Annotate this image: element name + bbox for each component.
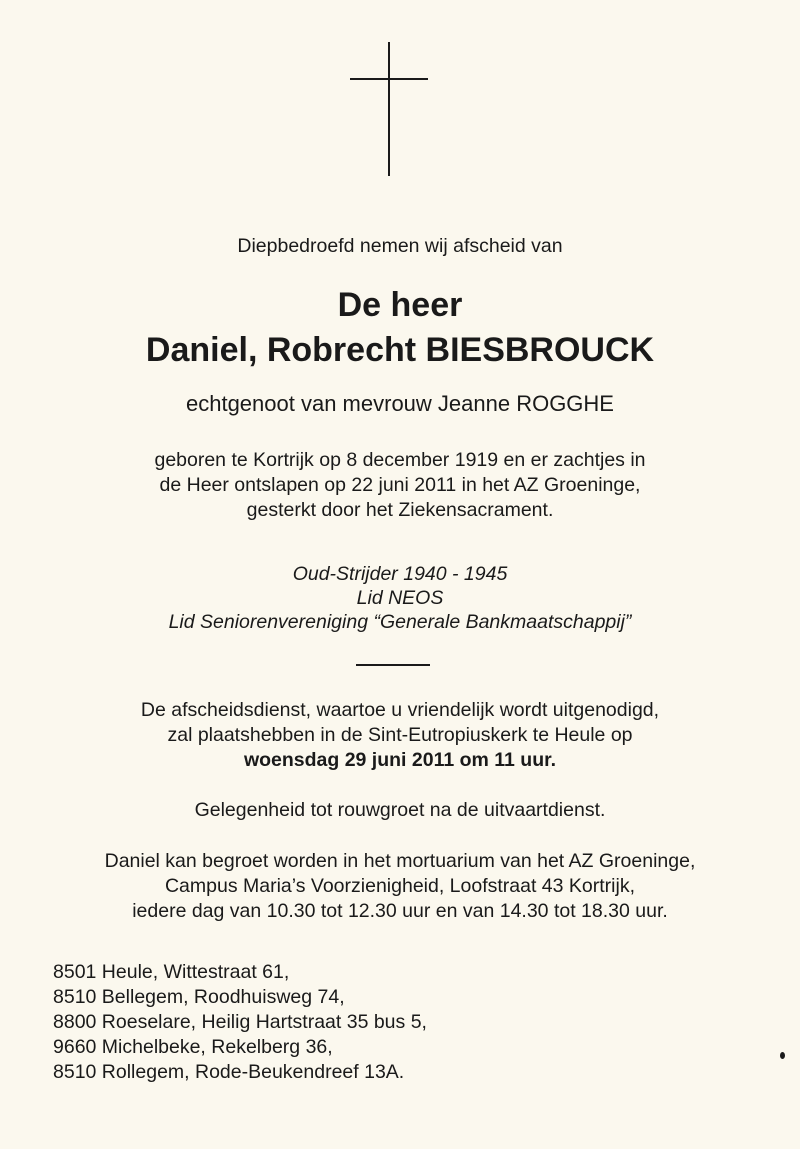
ink-speck	[780, 1052, 785, 1059]
spouse-line: echtgenoot van mevrouw Jeanne ROGGHE	[185, 391, 614, 416]
mortuary-line-3: iedere dag van 10.30 tot 12.30 uur en van 14.30 tot 18.30 uur.	[132, 900, 668, 922]
cross-vertical-bar	[388, 42, 390, 176]
honor-line-2: Lid NEOS	[356, 587, 444, 609]
birth-line-3: gesterkt door het Ziekensacrament.	[246, 499, 554, 521]
service-line-2: zal plaatshebben in de Sint-Eutropiuskerk te Heule op	[167, 724, 633, 746]
mortuary-line-1: Daniel kan begroet worden in het mortuarium van het AZ Groeninge,	[104, 850, 696, 872]
deceased-honorific: De heer	[337, 286, 463, 324]
section-divider	[356, 664, 430, 666]
mortuary-line-2: Campus Maria’s Voorzienigheid, Loofstraat 43 Kortrijk,	[164, 875, 636, 897]
address-item: 8510 Bellegem, Roodhuisweg 74,	[53, 986, 345, 1008]
birth-line-2: de Heer ontslapen op 22 juni 2011 in het AZ Groeninge,	[159, 474, 641, 496]
cross-icon	[350, 42, 428, 176]
address-list	[53, 960, 427, 1085]
honor-line-1: Oud-Strijder 1940 - 1945	[292, 563, 508, 585]
address-item: 8800 Roeselare, Heilig Hartstraat 35 bus 5,	[53, 1011, 427, 1033]
address-item: 8501 Heule, Wittestraat 61,	[53, 961, 290, 983]
birth-line-1: geboren te Kortrijk op 8 december 1919 en er zachtjes in	[154, 449, 646, 471]
service-datetime: woensdag 29 juni 2011 om 11 uur.	[243, 749, 557, 771]
honor-line-3: Lid Seniorenvereniging “Generale Bankmaatschappij”	[168, 611, 632, 633]
cross-horizontal-bar	[350, 78, 428, 80]
address-item: 8510 Rollegem, Rode-Beukendreef 13A.	[53, 1061, 405, 1083]
intro-text: Diepbedroefd nemen wij afscheid van	[237, 235, 563, 257]
deceased-name: Daniel, Robrecht BIESBROUCK	[145, 331, 655, 369]
address-item: 9660 Michelbeke, Rekelberg 36,	[53, 1036, 333, 1058]
condolence-text: Gelegenheid tot rouwgroet na de uitvaartdienst.	[194, 799, 606, 821]
service-line-1: De afscheidsdienst, waartoe u vriendelijk wordt uitgenodigd,	[140, 699, 660, 721]
